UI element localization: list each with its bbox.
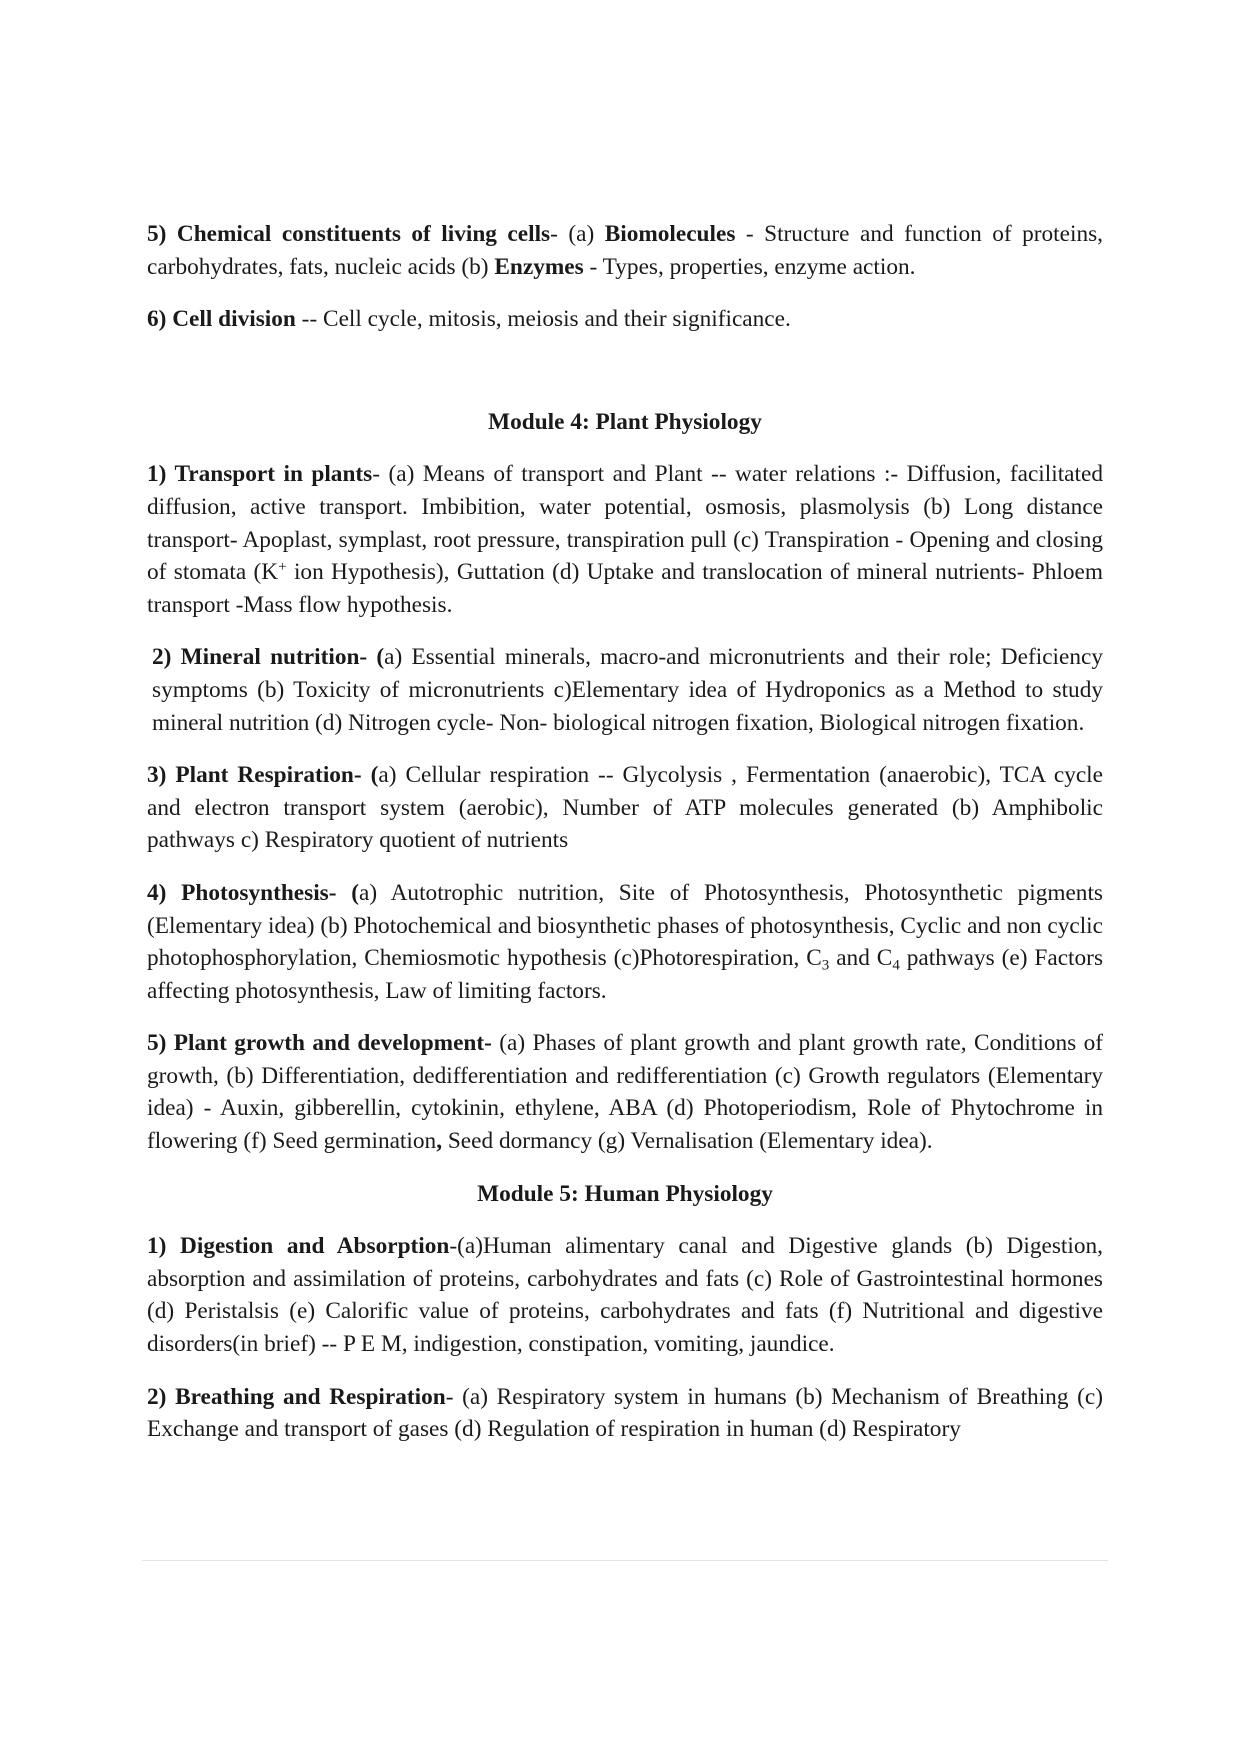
item-title: 5) Plant growth and development- [147, 1030, 492, 1057]
item-mineral-nutrition: 2) Mineral nutrition- (a) Essential minerals, macro-and micronutrients and their role; Deficiency symptoms (b) Toxicity of micronutrients c)Elementary idea of Hydroponics as a Method to study mineral nutrition (d) Nitrogen cycle- Non- biological nitrogen fixation, Biological nitrogen fixation. [152, 644, 1103, 736]
item-photosynthesis: 4) Photosynthesis- (a) Autotrophic nutrition, Site of Photosynthesis, Photosynthetic pigments (Elementary idea) (b) Photochemical and biosynthetic phases of photosynthesis, Cyclic and non cyclic photophosphorylation, Chemiosmotic hypothesis (c)Photorespiration, $C_3$ and $C_4$ pathways (e) Factors affecting photosynthesis, Law of limiting factors. [147, 879, 1104, 1004]
module-5-heading: Module 5: Human Physiology [477, 1180, 773, 1207]
item-title: 1) Transport in plants [147, 461, 373, 488]
item-title: 3) Plant Respiration- ( [147, 762, 379, 789]
item-title: 5) Chemical constituents of living cells [147, 221, 551, 247]
item-chemical-constituents: 5) Chemical constituents of living cells- (a) Biomolecules - Structure and function of proteins, carbohydrates, fats, nucleic acids (b) Enzymes - Types, properties, enzyme action. [147, 221, 1103, 280]
item-title: 2) Breathing and Respiration [147, 1383, 446, 1410]
item-transport-in-plants: 1) Transport in plants- (a) Means of transport and Plant -- water relations :- Diffusion, facilitated diffusion, active transport. Imbibition, water potential, osmosis, plasmolysis (b) Long distance transport- Apoplast, symplast, root pressure, transpiration pull (c) Transpiration - Opening and closing of stomata (K+ ion Hypothesis), Guttation (d) Uptake and translocation of mineral nutrients- Phloem transport -Mass flow hypothesis. [147, 461, 1103, 618]
item-plant-growth: 5) Plant growth and development- (a) Phases of plant growth and plant growth rate, Conditions of growth, (b) Differentiation, dedifferentiation and redifferentiation (c) Growth regulators (Elementary idea) - Auxin, gibberellin, cytokinin, ethylene, ABA (d) Photoperiodism, Role of Phytochrome in flowering (f) Seed germination, Seed dormancy (g) Vernalisation (Elementary idea). [147, 1030, 1103, 1155]
item-digestion-absorption: 1) Digestion and Absorption-(a)Human alimentary canal and Digestive glands (b) Digestion, absorption and assimilation of proteins, carbohydrates and fats (c) Role of Gastrointestinal hormones (d) Peristalsis (e) Calorific value of proteins, carbohydrates and fats (f) Nutritional and digestive disorders(in brief) -- P E M, indigestion, constipation, vomiting, jaundice. [147, 1233, 1103, 1358]
item-title: 6) Cell division [147, 306, 296, 333]
item-title: 2) Mineral nutrition- ( [152, 644, 385, 671]
footer-divider [142, 1560, 1108, 1561]
item-title: 1) Digestion and Absorption [147, 1233, 450, 1260]
module-4-heading: Module 4: Plant Physiology [488, 408, 762, 435]
item-title: 4) Photosynthesis- ( [147, 879, 360, 906]
item-breathing-respiration: 2) Breathing and Respiration- (a) Respiratory system in humans (b) Mechanism of Breathing (c) Exchange and transport of gases (d) Regulation of respiration in human (d) Respiratory [147, 1383, 1103, 1443]
item-cell-division: 6) Cell division -- Cell cycle, mitosis, meiosis and their significance. [147, 306, 791, 333]
syllabus-content [147, 218, 1103, 1446]
item-plant-respiration: 3) Plant Respiration- (a) Cellular respiration -- Glycolysis , Fermentation (anaerobic), TCA cycle and electron transport system (aerobic), Number of ATP molecules generated (b) Amphibolic pathways c) Respiratory quotient of nutrients [147, 762, 1103, 854]
